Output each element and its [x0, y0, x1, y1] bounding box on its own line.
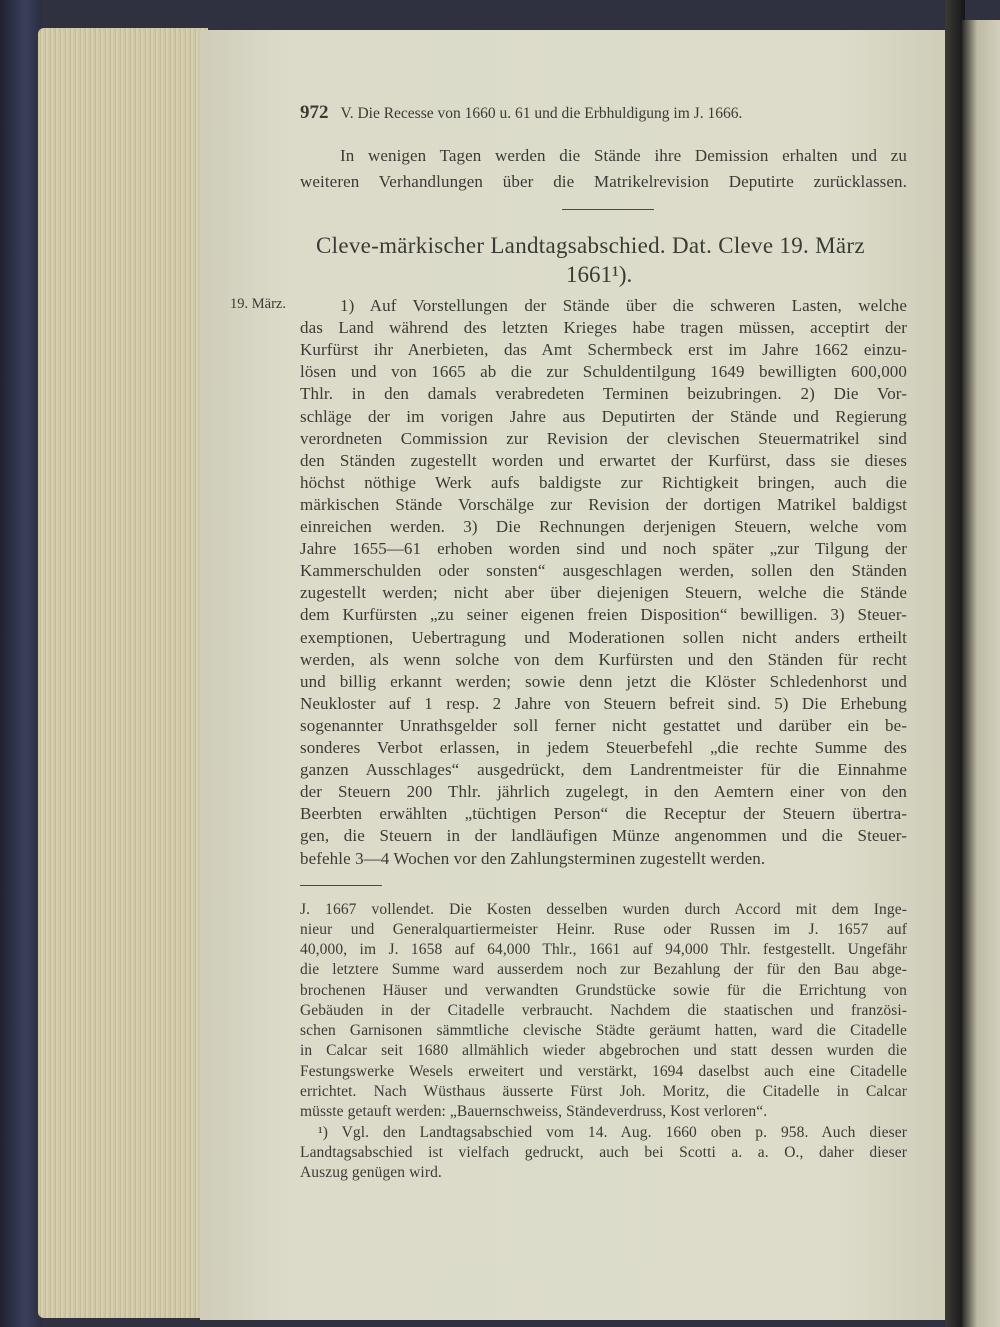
footnote-line: ¹) Vgl. den Landtagsabschied vom 14. Aug. 1660 oben p. 958. Auch dieser [318, 1124, 907, 1141]
footnote-continuation-line: Gebäuden in der Citadelle verbraucht. Nachdem die staatischen und französi- [300, 1002, 907, 1019]
body-line: Kurfürst ihr Anerbieten, das Amt Schermbeck erst im Jahre 1662 einzu- [300, 340, 907, 360]
body-line: zugestellt werden; nicht aber über diejenigen Steuern, welche die Stände [300, 583, 907, 603]
body-line: einreichen werden. 3) Die Rechnungen derjenigen Steuern, welche vom [300, 517, 907, 536]
footnote-line: Auszug genügen wird. [300, 1164, 442, 1181]
intro-line: In wenigen Tagen werden die Stände ihre Demission erhalten und zu [340, 146, 907, 165]
footnote-continuation-line: in Calcar seit 1680 allmählich wieder abgebrochen und statt dessen wurden die [300, 1042, 907, 1059]
body-line: Jahre 1655—61 erhoben worden sind und noch später „zur Tilgung der [300, 539, 907, 559]
body-line: den Ständen zugestellt worden und erwartet der Kurfürst, dass sie dieses [300, 450, 907, 470]
footnote-continuation-line: Festungswerke Wesels erweitert und verstärkt, 1694 daselbst auch eine Citadelle [300, 1063, 907, 1080]
footnote-continuation-line: errichtet. Nach Wüsthaus äusserte Fürst Joh. Moritz, die Citadelle in Calcar [300, 1083, 907, 1100]
body-line: Thlr. in den damals verabredeten Terminen beizubringen. 2) Die Vor- [300, 384, 907, 404]
body-line: märkischen Stände Vorschälge zur Revision der dortigen Matrikel baldigst [300, 494, 907, 514]
body-line: Beerbten erwählten „tüchtigen Person“ die Receptur der Steuern übertra- [300, 804, 907, 824]
body-line: 1) Auf Vorstellungen der Stände über die schweren Lasten, welche [340, 296, 907, 315]
footnote-continuation-line: 40,000, im J. 1658 auf 64,000 Thlr., 1661 auf 94,000 Thlr. festgestellt. Ungefähr [300, 941, 907, 958]
body-line: Kammerschulden oder sonsten“ ausgeschlagen werden, sollen den Ständen [300, 561, 907, 581]
body-line: verordneten Commission zur Revision der clevischen Steuermatrikel sind [300, 428, 907, 448]
intro-line: weiteren Verhandlungen über die Matrikelrevision Deputirte zurücklassen. [300, 172, 907, 191]
body-line: ganzen Ausschlages“ ausgedrückt, dem Landrentmeister für die Einnahme [300, 760, 907, 780]
body-line: schläge der im vorigen Jahre aus Deputirten der Stände und Regierung [300, 406, 907, 426]
page-number: 972 [300, 102, 329, 123]
footnote-continuation-line: schen Garnisonen sämmtliche clevische Städte geräumt hatten, ward die Citadelle [300, 1022, 907, 1039]
section-divider [562, 209, 654, 210]
section-title: Cleve-märkischer Landtagsabschied. Dat. Cleve 19. März [316, 233, 865, 258]
footnote-continuation-line: müsste getauft werden: „Bauernschweiss, Ständeverdruss, Kost verloren“. [300, 1103, 768, 1120]
running-head-title: V. Die Recesse von 1660 u. 61 und die Erbhuldigung im J. 1666. [340, 105, 743, 122]
body-line: höchst nöthige Werk aufs baldigste zur Richtigkeit bringen, auch die [300, 472, 907, 492]
body-line: das Land während des letzten Krieges habe tragen müssen, acceptirt der [300, 318, 907, 338]
running-head [300, 102, 900, 124]
body-line: lösen und von 1665 ab die zur Schuldentilgung 1649 bewilligten 600,000 [300, 362, 907, 382]
margin-note: 19. März. [230, 296, 286, 312]
footnote-divider [300, 885, 382, 886]
body-line: dem Kurfürsten „zu seiner eigenen freien Disposition“ bewilligen. 3) Steuer- [300, 605, 907, 625]
facing-page-edge [962, 20, 1000, 1327]
footnote-continuation-line: nieur und Generalquartiermeister Heinr. Ruse oder Russen im J. 1657 auf [300, 921, 907, 938]
body-line: gen, die Steuern in der landläufigen Münze angenommen und die Steuer- [300, 826, 907, 846]
footnote-continuation-line: die letztere Summe ward ausserdem noch zur Bezahlung der für den Bau abge- [300, 961, 907, 978]
body-line: werden, als wenn solche von dem Kurfürsten und den Ständen für recht [300, 649, 907, 669]
body-line: sogenannter Unrathsgelder soll ferner nicht gestattet und darüber ein be- [300, 715, 907, 735]
body-line: und billig erkannt werden; sowie denn jetzt die Klöster Schledenhorst und [300, 671, 907, 691]
footnote-line: Landtagsabschied ist vielfach gedruckt, auch bei Scotti a. a. O., daher dieser [300, 1144, 907, 1161]
section-title-date: 1661¹). [566, 262, 633, 287]
body-line: exemptionen, Uebertragung und Moderationen sollen nicht anders ertheilt [300, 627, 907, 647]
body-line: sonderes Verbot erlassen, in jedem Steuerbefehl „die rechte Summe des [300, 738, 907, 757]
book-cover-edge [0, 0, 42, 1327]
body-line: Neukloster auf 1 resp. 2 Jahre von Steuern befreit sind. 5) Die Erhebung [300, 693, 907, 713]
footnote-continuation-line: brochenen Häuser und verwandten Grundstücke sowie für die Errichtung von [300, 982, 907, 999]
body-line: befehle 3—4 Wochen vor den Zahlungsterminen zugestellt werden. [300, 848, 766, 868]
book-page-edges [38, 28, 208, 1318]
footnote-continuation-line: J. 1667 vollendet. Die Kosten desselben wurden durch Accord mit dem Inge- [300, 901, 907, 918]
body-line: der Steuern 200 Thlr. jährlich zugelegt, in den Aemtern einer von den [300, 782, 907, 802]
